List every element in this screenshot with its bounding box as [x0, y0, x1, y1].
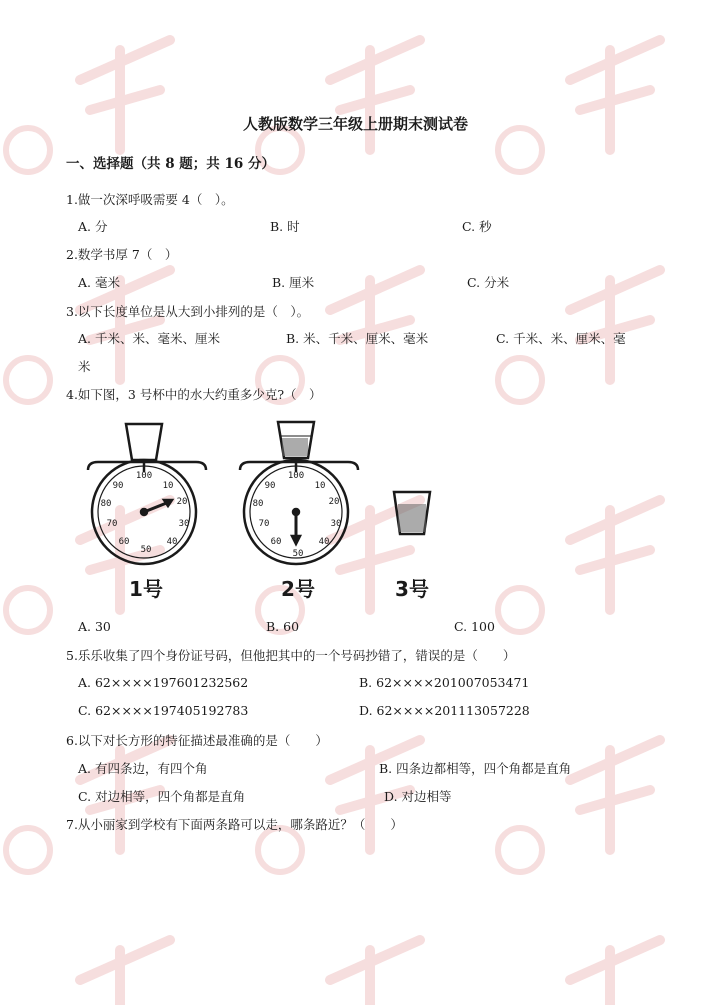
- dial-2-10: 10: [314, 481, 326, 491]
- caption-2: 2号: [281, 577, 315, 601]
- dial-1-60: 60: [118, 537, 130, 547]
- q6-option-b[interactable]: B. 四条边都相等，四个角都是直角: [379, 761, 572, 776]
- q4-option-c[interactable]: C. 100: [454, 619, 495, 634]
- cup-1-icon: [126, 424, 162, 460]
- question-3: 3.以下长度单位是从大到小排列的是（ ）。: [66, 304, 310, 319]
- dial-1-30: 30: [178, 519, 190, 529]
- q3-option-a[interactable]: A. 千米、米、毫米、厘米: [78, 331, 220, 346]
- question-6: 6.以下对长方形的特征描述最准确的是（ ）: [66, 733, 328, 748]
- dial-2-30: 30: [330, 519, 342, 529]
- q5-option-d[interactable]: D. 62××××201113057228: [359, 703, 530, 718]
- dial-2-90: 90: [264, 481, 276, 491]
- dial-2-40: 40: [318, 537, 330, 547]
- q1-option-a[interactable]: A. 分: [78, 219, 108, 234]
- q2-option-b[interactable]: B. 厘米: [272, 275, 315, 290]
- dial-2-50: 50: [292, 549, 304, 559]
- q6-option-d[interactable]: D. 对边相等: [384, 789, 452, 804]
- q1-option-b[interactable]: B. 时: [270, 219, 300, 234]
- dial-2-100: 100: [287, 471, 305, 481]
- caption-1: 1号: [129, 577, 163, 601]
- q2-option-c[interactable]: C. 分米: [467, 275, 510, 290]
- q3-option-c[interactable]: C. 千米、米、厘米、毫: [496, 331, 626, 346]
- dial-1-40: 40: [166, 537, 178, 547]
- q4-option-b[interactable]: B. 60: [266, 619, 300, 634]
- section-heading: 一、选择题（共 8 题；共 16 分）: [66, 156, 275, 172]
- dial-2-60: 60: [270, 537, 282, 547]
- q1-option-c[interactable]: C. 秒: [462, 219, 492, 234]
- q6-option-a[interactable]: A. 有四条边，有四个角: [78, 761, 208, 776]
- water-icon: [282, 438, 426, 532]
- q6-option-c[interactable]: C. 对边相等，四个角都是直角: [78, 789, 246, 804]
- question-7: 7.从小丽家到学校有下面两条路可以走，哪条路近？（ ）: [66, 817, 403, 832]
- question-5: 5.乐乐收集了四个身份证号码，但他把其中的一个号码抄错了，错误的是（ ）: [66, 648, 516, 663]
- dial-1-20: 20: [176, 497, 188, 507]
- q5-option-c[interactable]: C. 62××××197405192783: [78, 703, 249, 718]
- dial-2-20: 20: [328, 497, 340, 507]
- q3-option-b[interactable]: B. 米、千米、厘米、毫米: [286, 331, 429, 346]
- q5-option-b[interactable]: B. 62××××201007053471: [359, 675, 530, 690]
- dial-1-70: 70: [106, 519, 118, 529]
- q2-option-a[interactable]: A. 毫米: [78, 275, 120, 290]
- q4-option-a[interactable]: A. 30: [78, 619, 111, 634]
- caption-3: 3号: [395, 577, 429, 601]
- dial-2-80: 80: [252, 499, 264, 509]
- dial-1-100: 100: [135, 471, 153, 481]
- dial-2-70: 70: [258, 519, 270, 529]
- q5-option-a[interactable]: A. 62××××197601232562: [78, 675, 249, 690]
- question-4: 4.如下图，3 号杯中的水大约重多少克?（ ）: [66, 387, 322, 402]
- page-title: 人教版数学三年级上册期末测试卷: [242, 115, 468, 133]
- scales-figure: [84, 412, 464, 612]
- question-2: 2.数学书厚 7（ ）: [66, 247, 178, 262]
- dial-1-10: 10: [162, 481, 174, 491]
- q3-option-c-wrap: 米: [78, 359, 91, 374]
- dial-1-80: 80: [100, 499, 112, 509]
- question-1: 1.做一次深呼吸需要 4（ ）。: [66, 192, 234, 207]
- dial-1-50: 50: [140, 545, 152, 555]
- dial-1-90: 90: [112, 481, 124, 491]
